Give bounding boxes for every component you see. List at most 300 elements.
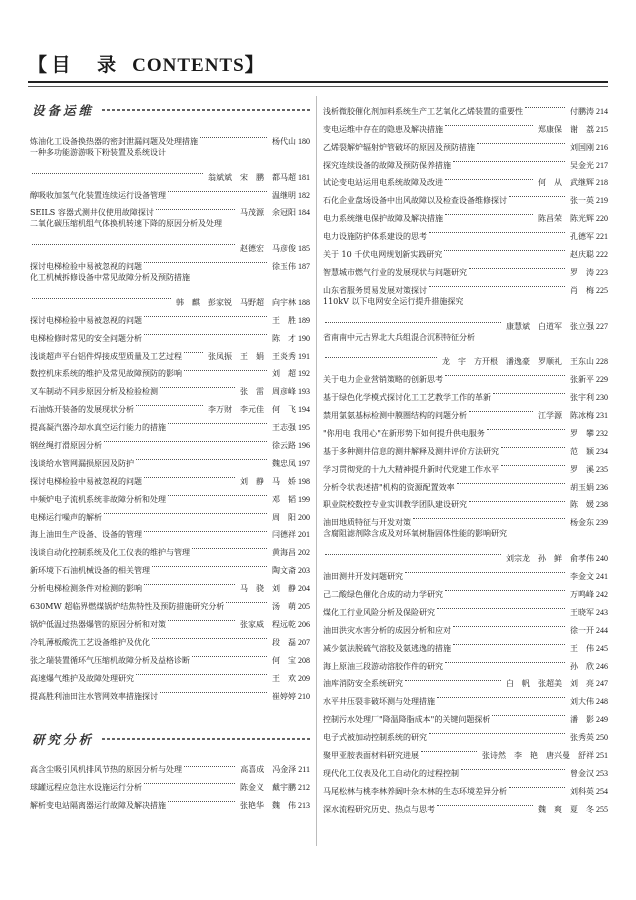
toc-entry-authors: 何 宝 [272, 655, 296, 665]
toc-entry-title: 含腐阻滤剂除含成及对环氧树脂固体性能的影响研究 [323, 529, 507, 539]
dot-leader [445, 114, 533, 132]
toc-entry-authors: 罗 溪 [570, 464, 594, 474]
dot-leader [226, 591, 267, 609]
dot-leader [192, 645, 267, 663]
toc-entry-authors: 赵庆聪 [570, 250, 594, 260]
toc-entry-authors: 马茂源 余冠阳 [240, 208, 296, 218]
dot-leader [200, 126, 267, 144]
toc-entry-title: 叉车制动不同步原因分析及检验检测 [30, 387, 158, 397]
toc-entry[interactable] [30, 126, 310, 144]
toc-entry-title: 数控机床系统的维护及常见故障预防的影响 [30, 369, 182, 379]
toc-entry-authors: 徐云路 [272, 441, 296, 451]
toc-entry-title: 控制污水处理厂"降温降脂成本"的关键问题探析 [323, 715, 491, 725]
toc-entry-title: 油库消防安全系统研究 [323, 679, 403, 689]
toc-entry-title: 基于绿色化学模式探讨化工工艺教学工作的革新 [323, 393, 491, 403]
dot-leader [477, 132, 565, 150]
toc-entry-title: 提高凝汽器冷却水真空运行能力的措施 [30, 423, 166, 433]
toc-entry-authors: 汤 萌 [272, 602, 296, 612]
toc-entry-authors: 康慧斌 白道军 张立强 [506, 321, 594, 331]
contents-title-en: CONTENTS [132, 55, 245, 76]
toc-entry-authors: 魏 爽 夏 冬 [538, 804, 594, 814]
toc-entry-authors: 刘 超 [272, 369, 296, 379]
toc-entry-title: 张之瑞装置循环气压缩机故障分析及益格诊断 [30, 655, 190, 665]
toc-entry-page: 248 [596, 697, 608, 707]
toc-entry[interactable] [323, 543, 608, 564]
toc-entry-authors: 张 雷 周彦峰 [240, 387, 296, 397]
toc-entry-title: 油田洪灾水害分析的成因分析和应对 [323, 625, 451, 635]
toc-entry-title: 马尾松林与桃李林养阔叶杂木林的生态环境差异分析 [323, 786, 507, 796]
toc-entry-title: 关于 10 千伏电网规划新实践研究 [323, 250, 443, 260]
toc-entry-title: 化工机械拆修设备中常见故障分析及预防措施 [30, 273, 190, 283]
toc-entry-authors: 张凤振 王 娟 王炎秀 [208, 351, 296, 361]
toc-entry-title: 禁用氯氨基标检测中膜圈结构的问题分析 [323, 411, 467, 421]
toc-entry[interactable] [323, 311, 608, 329]
toc-entry-page: 254 [596, 786, 608, 796]
toc-entry-authors: 曾金汉 [570, 768, 594, 778]
toc-entry-title: 油田测井开发问题研究 [323, 572, 403, 582]
dot-leader [184, 359, 267, 377]
toc-entry-page: 249 [596, 715, 608, 725]
toc-entry-title: 炼油化工设备换热器的密封泄漏问题及处理措施 [30, 136, 198, 146]
toc-entry-title: 山东省服务贸易发展对策探讨 [323, 285, 427, 295]
dot-leader [160, 681, 267, 699]
toc-entry-title: 锅炉低温过热器爆管的原因分析和对策 [30, 619, 166, 629]
header-rule-thin [28, 86, 608, 87]
dot-leader [469, 257, 565, 275]
toc-entry[interactable] [323, 293, 608, 311]
toc-entry-page: 199 [298, 494, 310, 504]
toc-entry-page: 205 [298, 602, 310, 612]
toc-entry-page: 221 [596, 232, 608, 242]
header-rule-thick [28, 81, 608, 83]
toc-entry-page: 185 [298, 244, 310, 254]
toc-entry-page: 200 [298, 512, 310, 522]
contents-title-cn: 目 录 [51, 54, 127, 76]
toc-entry-authors: 张宇利 [570, 393, 594, 403]
toc-entry-page: 188 [298, 297, 310, 307]
dot-leader [493, 382, 565, 400]
toc-entry-authors: 郑康保 谢 荔 [538, 124, 594, 134]
toc-entry-page: 250 [596, 733, 608, 743]
toc-entry-title: 变电运维中存在的隐患及解决措施 [323, 124, 443, 134]
dot-leader [444, 239, 565, 257]
toc-entry-page: 230 [596, 393, 608, 403]
toc-entry-authors: 刘科英 [570, 786, 594, 796]
dot-leader [437, 597, 565, 615]
contents-header [28, 50, 264, 77]
dot-leader [509, 185, 565, 203]
dot-leader [453, 150, 565, 168]
dot-leader [421, 740, 477, 758]
toc-entry-authors: 王 欢 [272, 673, 296, 683]
right-column [323, 96, 608, 846]
toc-entry-page: 239 [596, 518, 608, 528]
toc-entry[interactable] [30, 233, 310, 254]
bracket-open: 【 [28, 54, 48, 76]
toc-entry[interactable] [30, 162, 310, 180]
dot-leader [156, 198, 235, 216]
toc-entry-title: 高含尘吸引风机排风节热的原因分析与处理 [30, 765, 182, 775]
toc-entry-title: 电力设施防护体系建设的思考 [323, 232, 427, 242]
dot-leader [144, 323, 267, 341]
toc-entry-title: 分析电梯检测条件对检测的影响 [30, 584, 142, 594]
dot-leader [457, 472, 565, 490]
toc-entry-page: 206 [298, 619, 310, 629]
toc-entry-title: 电梯运行噪声的解析 [30, 512, 102, 522]
toc-entry-title: "你用电 我用心"在新形势下如何提升供电服务 [323, 428, 485, 438]
toc-entry-title: 球罐远程应急注水设施运行分析 [30, 783, 142, 793]
toc-entry-authors: 邓 韬 [272, 494, 296, 504]
dot-leader [32, 233, 235, 251]
toc-entry-authors: 江学源 陈冰梅 [538, 411, 594, 421]
toc-entry-page: 189 [298, 315, 310, 325]
dot-leader [136, 663, 267, 681]
toc-entry-title: 探究连续设备的故障及预防保养措施 [323, 160, 451, 170]
dot-leader [136, 448, 267, 466]
toc-entry-authors: 潘 影 [570, 715, 594, 725]
toc-entry-page: 214 [596, 106, 608, 116]
dot-leader [445, 203, 533, 221]
dot-leader [144, 772, 235, 790]
column-divider [316, 96, 317, 846]
toc-entry-page: 219 [596, 196, 608, 206]
toc-list-maintenance [30, 126, 310, 699]
dot-leader [168, 790, 235, 808]
toc-entry-page: 184 [298, 208, 310, 218]
toc-entry-title: 新环境下石油机械设备的相关管理 [30, 566, 150, 576]
toc-entry-page: 251 [596, 750, 608, 760]
dot-leader [461, 758, 565, 776]
toc-entry-page: 207 [298, 637, 310, 647]
dot-leader [487, 418, 565, 436]
dot-leader [469, 400, 533, 418]
dot-leader [429, 221, 565, 239]
toc-entry-page: 242 [596, 589, 608, 599]
toc-entry-authors: 刘 静 马 娇 [240, 476, 296, 486]
toc-entry-page: 190 [298, 333, 310, 343]
dot-leader [144, 305, 267, 323]
toc-entry-authors: 温继明 [272, 190, 296, 200]
toc-entry-title: 省南南中元古界北大兵组混合沉积特征分析 [323, 332, 475, 342]
toc-entry-page: 245 [596, 643, 608, 653]
toc-entry-authors: 孙 欣 [570, 661, 594, 671]
toc-entry-authors: 翁斌斌 宋 鹏 都马超 [208, 172, 296, 182]
section-title-rule [102, 738, 310, 740]
dot-leader [325, 311, 501, 329]
dot-leader [405, 561, 565, 579]
toc-entry-page: 229 [596, 375, 608, 385]
toc-entry-page: 197 [298, 458, 310, 468]
toc-entry-authors: 闫德祥 [272, 530, 296, 540]
toc-entry-page: 212 [298, 783, 310, 793]
toc-entry-page: 238 [596, 500, 608, 510]
toc-entry-title: 分析令状表述措"机构的资源配置效率 [323, 482, 455, 492]
dot-leader [437, 794, 533, 812]
toc-entry-title: 探讨电梯检验中易被忽视的问题 [30, 262, 142, 272]
toc-entry-title: 煤化工行业风险分析及保险研究 [323, 607, 435, 617]
dot-leader [104, 502, 267, 520]
dot-leader [192, 537, 267, 555]
bracket-close: 】 [244, 54, 265, 76]
section-title-research [30, 728, 310, 750]
toc-entry-page: 218 [596, 178, 608, 188]
toc-entry-title: 提高胜利油田注水管网效率措施探讨 [30, 691, 158, 701]
toc-entry-page: 210 [298, 691, 310, 701]
toc-entry-title: 中频炉电子流机系统非故障分析和处理 [30, 494, 166, 504]
toc-entry-page: 193 [298, 387, 310, 397]
toc-entry-title: SEILS 容器式测井仪使用故障探讨 [30, 208, 154, 218]
toc-entry-page: 234 [596, 446, 608, 456]
toc-entry-page: 182 [298, 190, 310, 200]
toc-entry[interactable] [323, 346, 608, 367]
toc-entry-authors: 陈 媛 [570, 500, 594, 510]
toc-entry-page: 192 [298, 369, 310, 379]
dot-leader [445, 651, 565, 669]
toc-entry-title: 石油炼开装备的发展现状分析 [30, 405, 134, 415]
toc-entry-title: 浅谈自动化控制系统及化工仪表的维护与管理 [30, 548, 190, 558]
dot-leader [152, 627, 267, 645]
toc-entry-page: 255 [596, 804, 608, 814]
toc-entry-page: 231 [596, 411, 608, 421]
toc-entry[interactable] [323, 525, 608, 543]
toc-entry-page: 244 [596, 625, 608, 635]
toc-entry-page: 211 [298, 765, 310, 775]
toc-entry-title: 一种多功能游游吸下粉装置及系统设计 [30, 147, 166, 157]
toc-entry-authors: 李万财 李元佳 何 飞 [208, 405, 296, 415]
toc-entry[interactable] [30, 287, 310, 305]
dot-leader [445, 579, 565, 597]
toc-entry-authors: 赵德宏 马彦俊 [240, 244, 296, 254]
dot-leader [429, 275, 565, 293]
toc-entry-page: 213 [298, 801, 310, 811]
toc-entry-authors: 肖 梅 [570, 285, 594, 295]
toc-entry-authors: 韩 麒 彭家锐 马野超 向宇林 [176, 297, 296, 307]
dot-leader [445, 168, 533, 186]
dot-leader [168, 412, 267, 430]
toc-entry-page: 208 [298, 655, 310, 665]
toc-entry-authors: 刘宗龙 孙 鲜 俞孝伟 [506, 554, 594, 564]
toc-entry-title: 电梯检修时常见的安全问题分析 [30, 333, 142, 343]
toc-entry-title: 水平井压裂非破坏测与处理措施 [323, 697, 435, 707]
toc-entry[interactable] [323, 96, 608, 114]
toc-entry-authors: 李金文 [570, 572, 594, 582]
dot-leader [325, 346, 437, 364]
toc-entry-authors: 张诗然 李 艳 唐兴曼 舒祥 [482, 750, 594, 760]
toc-entry-title: 乙烯裂解炉辐射炉管破坏的原因及预防措施 [323, 142, 475, 152]
toc-entry-title: 关于电力企业营销策略的创新思考 [323, 375, 443, 385]
toc-entry-authors: 徐玉伟 [272, 262, 296, 272]
toc-entry-page: 236 [596, 482, 608, 492]
toc-entry-authors: 胡玉娟 [570, 482, 594, 492]
dot-leader [144, 520, 267, 538]
toc-entry-authors: 付鹏涛 [570, 106, 594, 116]
toc-entry-title: 630MW 超临界燃煤锅炉结焦特性及预防措施研究分析 [30, 602, 225, 612]
toc-entry-title: 浅谈给水管网漏损原因及防护 [30, 458, 134, 468]
dot-leader [160, 376, 235, 394]
dot-leader [168, 180, 267, 198]
toc-entry-title: 职业院校数控专业实训教学团队建设研究 [323, 500, 467, 510]
section-title-rule [102, 109, 310, 111]
toc-entry-page: 225 [596, 285, 608, 295]
toc-entry-page: 194 [298, 405, 310, 415]
toc-entry-authors: 罗 攀 [570, 428, 594, 438]
toc-entry-title: 二氧化碳压缩机组气体换机转速下降的原因分析及处理 [30, 219, 222, 229]
toc-entry-title: 海上油田生产设备、设备的管理 [30, 530, 142, 540]
toc-entry-page: 180 [298, 136, 310, 146]
toc-entry-page: 198 [298, 476, 310, 486]
toc-entry-page: 215 [596, 124, 608, 134]
toc-entry-authors: 段 磊 [272, 637, 296, 647]
toc-list-research [30, 755, 310, 809]
dot-leader [136, 394, 203, 412]
dot-leader [144, 573, 235, 591]
toc-entry-page: 227 [596, 321, 608, 331]
toc-entry-authors: 张秀英 [570, 733, 594, 743]
toc-entry-authors: 张艳华 魏 伟 [240, 801, 296, 811]
dot-leader [184, 341, 203, 359]
toc-entry-authors: 陈金义 戴宇鹏 [240, 783, 296, 793]
toc-entry-page: 216 [596, 142, 608, 152]
toc-entry-authors: 周 阳 [272, 512, 296, 522]
toc-entry-authors: 范 颖 [570, 446, 594, 456]
toc-entry-title: 现代化工仪表及化工自动化的过程控制 [323, 768, 459, 778]
toc-entry-title: 聚甲亚胺表面材料研究进展 [323, 750, 419, 760]
dot-leader [469, 490, 565, 508]
toc-entry-title: 冷轧薄板酸洗工艺设备维护及优化 [30, 637, 150, 647]
dot-leader [501, 436, 565, 454]
toc-entry-authors: 张新平 [570, 375, 594, 385]
dot-leader [453, 633, 565, 651]
dot-leader [144, 251, 267, 269]
toc-entry-authors: 陈昌荣 陈光辉 [538, 214, 594, 224]
toc-entry[interactable] [30, 269, 310, 287]
dot-leader [325, 543, 501, 561]
section-title-text: 研究分析 [32, 731, 95, 747]
toc-entry-page: 223 [596, 267, 608, 277]
toc-entry-page: 203 [298, 566, 310, 576]
dot-leader [501, 454, 565, 472]
toc-list-right [323, 96, 608, 812]
toc-entry-title: 探讨电梯检验中易被忽视的问题 [30, 476, 142, 486]
toc-entry-authors: 张家威 程远乾 [240, 619, 296, 629]
toc-entry-page: 241 [596, 572, 608, 582]
toc-entry-authors: 何 从 武继辉 [538, 178, 594, 188]
dot-leader [144, 466, 235, 484]
toc-entry-authors: 杨代山 [272, 136, 296, 146]
toc-entry-authors: 王 伟 [570, 643, 594, 653]
toc-entry-authors: 王志强 [272, 423, 296, 433]
toc-entry-page: 191 [298, 351, 310, 361]
dot-leader [168, 484, 267, 502]
toc-entry-authors: 孔德军 [570, 232, 594, 242]
toc-entry-authors: 吴金光 [570, 160, 594, 170]
toc-entry-authors: 黄海昌 [272, 548, 296, 558]
toc-entry-authors: 魏忠凤 [272, 458, 296, 468]
toc-entry-authors: 王 胜 [272, 315, 296, 325]
toc-entry-page: 222 [596, 250, 608, 260]
dot-leader [405, 669, 501, 687]
toc-entry-title: 学习贯彻党的十九大精神提升新时代党建工作水平 [323, 464, 499, 474]
toc-entry-title: 油田地质特征与开发对策 [323, 518, 411, 528]
dot-leader [168, 609, 235, 627]
toc-entry-title: 探讨电梯检验中易被忽视的问题 [30, 315, 142, 325]
toc-entry-authors: 王晓军 [570, 607, 594, 617]
toc-entry-authors: 刘国刚 [570, 142, 594, 152]
toc-entry-authors: 崔婷婷 [272, 691, 296, 701]
toc-entry-title: 浅谈超声平台铝件焊接成型质量及工艺过程 [30, 351, 182, 361]
toc-entry-authors: 陶文斋 [272, 566, 296, 576]
dot-leader [445, 364, 565, 382]
section-title-text: 设备运维 [32, 103, 95, 118]
dot-leader [32, 287, 171, 305]
toc-entry-authors: 徐一开 [570, 625, 594, 635]
toc-entry-title: 减少氨法脱硫气溶胶及氨逃逸的措施 [323, 643, 451, 653]
section-title-maintenance [30, 99, 310, 121]
toc-entry-page: 202 [298, 548, 310, 558]
toc-entry-page: 217 [596, 160, 608, 170]
toc-entry-page: 253 [596, 768, 608, 778]
toc-entry-title: 海上原油三段游动溶胶作件的研究 [323, 661, 443, 671]
dot-leader [509, 776, 565, 794]
dot-leader [492, 704, 565, 722]
toc-entry-page: 232 [596, 428, 608, 438]
toc-entry-page: 240 [596, 554, 608, 564]
left-column [30, 96, 310, 846]
toc-entry[interactable] [30, 755, 310, 773]
toc-entry-title: 解析变电站隔离器运行故障及解决措施 [30, 801, 166, 811]
toc-entry-page: 220 [596, 214, 608, 224]
toc-entry-page: 243 [596, 607, 608, 617]
toc-entry-title: 浅析微胶催化剂加料系统生产工艺氧化乙烯装置的重要性 [323, 106, 523, 116]
dot-leader [32, 162, 203, 180]
toc-entry-authors: 龙 宇 方开根 潘逸豪 罗顺礼 王东山 [442, 357, 594, 367]
toc-entry-authors: 张一英 [570, 196, 594, 206]
toc-entry-page: 187 [298, 262, 310, 272]
dot-leader [152, 555, 267, 573]
toc-entry-page: 246 [596, 661, 608, 671]
toc-entry-authors: 万鸣峰 [570, 589, 594, 599]
toc-entry-title: 基于多种测井信息的测井解释及测井评价方法研究 [323, 446, 499, 456]
toc-entry-page: 247 [596, 679, 608, 689]
toc-entry-page: 204 [298, 584, 310, 594]
dot-leader [525, 96, 565, 114]
toc-entry-title: 石化企业盘场设备中出风故障以及检查设备维修探讨 [323, 196, 507, 206]
toc-entry-authors: 白 帆 张超美 刘 亮 [506, 679, 594, 689]
toc-entry-authors: 马 骁 刘 静 [240, 584, 296, 594]
toc-entry-title: 己二酸绿色催化合成的动力学研究 [323, 589, 443, 599]
toc-entry-page: 181 [298, 172, 310, 182]
dot-leader [104, 430, 267, 448]
toc-entry-title: 110kV 以下电网安全运行提升措施探究 [323, 296, 464, 306]
toc-entry-title: 试论变电站运用电系统故障及改进 [323, 178, 443, 188]
toc-entry-page: 196 [298, 441, 310, 451]
toc-entry-title: 智慧城市燃气行业的发展现状与问题研究 [323, 267, 467, 277]
toc-entry-title: 钢丝绳打滑原因分析 [30, 441, 102, 451]
toc-entry-authors: 刘大伟 [570, 697, 594, 707]
toc-entry-page: 235 [596, 464, 608, 474]
toc-entry-authors: 杨金东 [570, 518, 594, 528]
toc-entry-title: 深水流程研究历史、热点与思考 [323, 804, 435, 814]
toc-entry-page: 195 [298, 423, 310, 433]
toc-entry-title: 电力系统继电保护故障及解决措施 [323, 214, 443, 224]
dot-leader [453, 615, 565, 633]
dot-leader [184, 755, 235, 773]
toc-entry-authors: 高喜成 冯金泽 [240, 765, 297, 775]
toc-entry-title: 电子式被加动控制系统的研究 [323, 733, 427, 743]
toc-entry-title: 醇吸收加氢气化装置连续运行设备管理 [30, 190, 166, 200]
toc-entry-title: 高速爆气维护及故障处理研究 [30, 673, 134, 683]
dot-leader [413, 507, 565, 525]
